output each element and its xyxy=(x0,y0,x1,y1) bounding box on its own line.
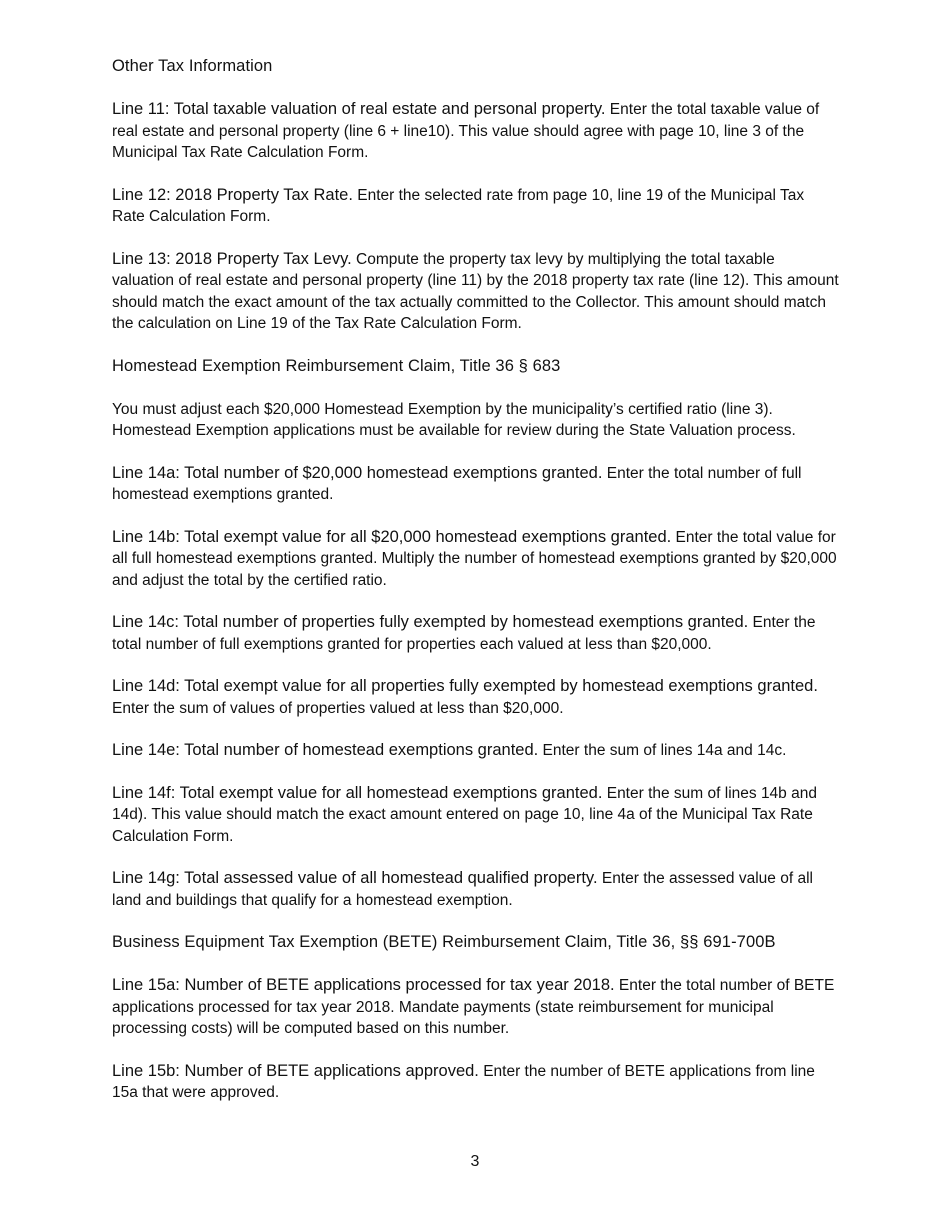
line-13-body: Compute the property tax levy by multiplying the total taxable valuation of real estate and personal property (line 11) by the 2018 property tax rate (line 12). This amount should match the exact amount of the tax actually committed to the Collector. This amount should match the calculation on Line 19 of the Tax Rate Calculation Form. xyxy=(112,250,839,332)
paragraph-line-14g xyxy=(112,868,840,911)
line-14c-lead: Line 14c: Total number of properties fully exempted by homestead exemptions granted. xyxy=(112,613,749,631)
line-11-body: Enter the total taxable value of real estate and personal property (line 6 + line10). This value should agree with page 10, line 3 of the Municipal Tax Rate Calculation Form. xyxy=(112,101,820,161)
line-14b-lead: Line 14b: Total exempt value for all $20,000 homestead exemptions granted. xyxy=(112,527,672,546)
line-14d-lead: Line 14d: Total exempt value for all properties fully exempted by homestead exemptions granted. xyxy=(112,677,818,695)
line-15a-body: Enter the total number of BETE applications processed for tax year 2018. Mandate payments (state reimbursement for municipal processing costs) will be computed based on this number. xyxy=(112,977,835,1037)
line-14c-body: Enter the total number of full exemptions granted for properties each valued at less than $20,000. xyxy=(112,614,816,653)
page-number: 3 xyxy=(470,1153,480,1170)
line-11-lead: Line 11: Total taxable valuation of real estate and personal property. xyxy=(112,100,606,118)
line-13-lead: Line 13: 2018 Property Tax Levy. xyxy=(112,249,352,268)
paragraph-line-15b xyxy=(112,1061,840,1104)
section-heading-bete: Business Equipment Tax Exemption (BETE) Reimbursement Claim, Title 36, §§ 691-700B xyxy=(112,933,776,951)
paragraph-line-15a xyxy=(112,975,840,1040)
line-14e-body: Enter the sum of lines 14a and 14c. xyxy=(538,742,787,759)
paragraph-line-14d xyxy=(112,676,840,719)
line-14f-body: Enter the sum of lines 14b and 14d). This value should match the exact amount entered on page 10, line 4a of the Municipal Tax Rate Calculation Form. xyxy=(112,784,817,845)
line-14g-body: Enter the assessed value of all land and buildings that qualify for a homestead exemption. xyxy=(112,870,813,909)
line-12-body: Enter the selected rate from page 10, line 19 of the Municipal Tax Rate Calculation Form. xyxy=(112,186,805,225)
line-15a-lead: Line 15a: Number of BETE applications processed for tax year 2018. xyxy=(112,976,615,994)
line-12-lead: Line 12: 2018 Property Tax Rate. xyxy=(112,185,353,204)
line-14f-lead: Line 14f: Total exempt value for all homestead exemptions granted. xyxy=(112,783,603,802)
line-14e-lead: Line 14e: Total number of homestead exemptions granted. xyxy=(112,741,539,759)
line-14g-lead: Line 14g: Total assessed value of all homestead qualified property. xyxy=(112,869,598,887)
section-heading-homestead: Homestead Exemption Reimbursement Claim, Title 36 § 683 xyxy=(112,356,561,375)
paragraph-line-14f xyxy=(112,783,840,848)
line-14a-lead: Line 14a: Total number of $20,000 homestead exemptions granted. xyxy=(112,463,603,482)
paragraph-line-14e xyxy=(112,740,840,762)
paragraph-homestead-intro: You must adjust each $20,000 Homestead Exemption by the municipality’s certified ratio (line 3). Homestead Exemption applications must be available for review during the State Valuation process. xyxy=(112,400,796,439)
paragraph-line-13 xyxy=(112,249,840,335)
paragraph-line-14b xyxy=(112,527,840,592)
paragraph-line-12 xyxy=(112,185,840,228)
line-15b-lead: Line 15b: Number of BETE applications approved. xyxy=(112,1061,479,1080)
paragraph-line-14c xyxy=(112,612,840,655)
line-14d-body: Enter the sum of values of properties valued at less than $20,000. xyxy=(112,699,564,717)
paragraph-line-14a xyxy=(112,463,840,506)
section-heading-other-tax: Other Tax Information xyxy=(112,57,273,75)
document-page xyxy=(112,56,840,1125)
paragraph-line-11 xyxy=(112,99,840,164)
line-14a-body: Enter the total number of full homestead exemptions granted. xyxy=(112,464,802,503)
line-15b-body: Enter the number of BETE applications from line 15a that were approved. xyxy=(112,1062,815,1101)
line-14b-body: Enter the total value for all full homestead exemptions granted. Multiply the number of homestead exemptions granted by $20,000 and adjust the total by the certified ratio. xyxy=(112,528,837,589)
